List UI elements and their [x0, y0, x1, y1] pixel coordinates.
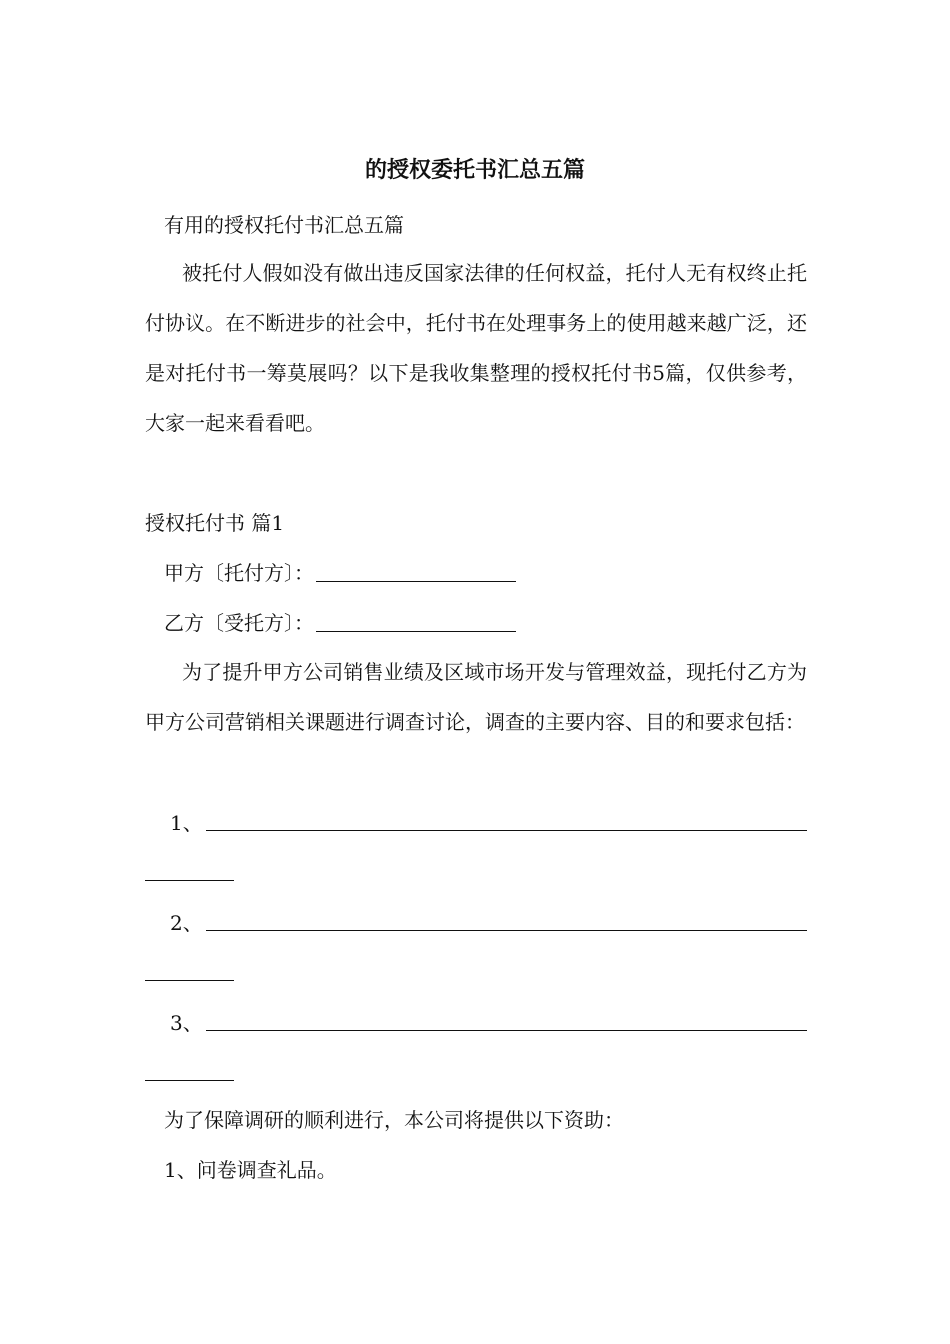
document-title: 的授权委托书汇总五篇	[364, 157, 585, 183]
item-number-2: 2、	[170, 911, 203, 935]
item-1-blank-continuation[interactable]	[145, 879, 234, 881]
support-item-1: 1、问卷调查礼品。	[164, 1158, 337, 1182]
party-a-label: 甲方〔托付方〕：	[164, 561, 314, 585]
intro-paragraph: 被托付人假如没有做出违反国家法律的任何权益，托付人无有权终止托付协议。在不断进步的社会中，托付书在处理事务上的使用越来越广泛，还是对托付书一筹莫展吗？以下是我收集整理的授权托付书5篇，仅供参考，大家一起来看看吧。	[145, 261, 807, 435]
party-b-label: 乙方〔受托方〕：	[164, 611, 314, 635]
purpose-paragraph: 为了提升甲方公司销售业绩及区域市场开发与管理效益，现托付乙方为甲方公司营销相关课题进行调查讨论，调查的主要内容、目的和要求包括：	[145, 660, 807, 734]
item-3-blank-continuation[interactable]	[145, 1079, 234, 1081]
item-number-1: 1、	[170, 811, 203, 835]
item-2-blank[interactable]	[206, 929, 807, 931]
item-2-blank-continuation[interactable]	[145, 979, 234, 981]
item-3-blank[interactable]	[206, 1029, 807, 1031]
party-b-blank[interactable]	[316, 611, 516, 632]
party-a-blank[interactable]	[316, 561, 516, 582]
section-heading: 授权托付书 篇1	[145, 511, 285, 535]
item-number-3: 3、	[170, 1011, 203, 1035]
subtitle: 有用的授权托付书汇总五篇	[164, 213, 404, 237]
party-a-row	[164, 555, 516, 591]
item-1-blank[interactable]	[206, 829, 807, 831]
support-intro: 为了保障调研的顺利进行，本公司将提供以下资助：	[164, 1108, 624, 1132]
party-b-row	[164, 605, 516, 641]
